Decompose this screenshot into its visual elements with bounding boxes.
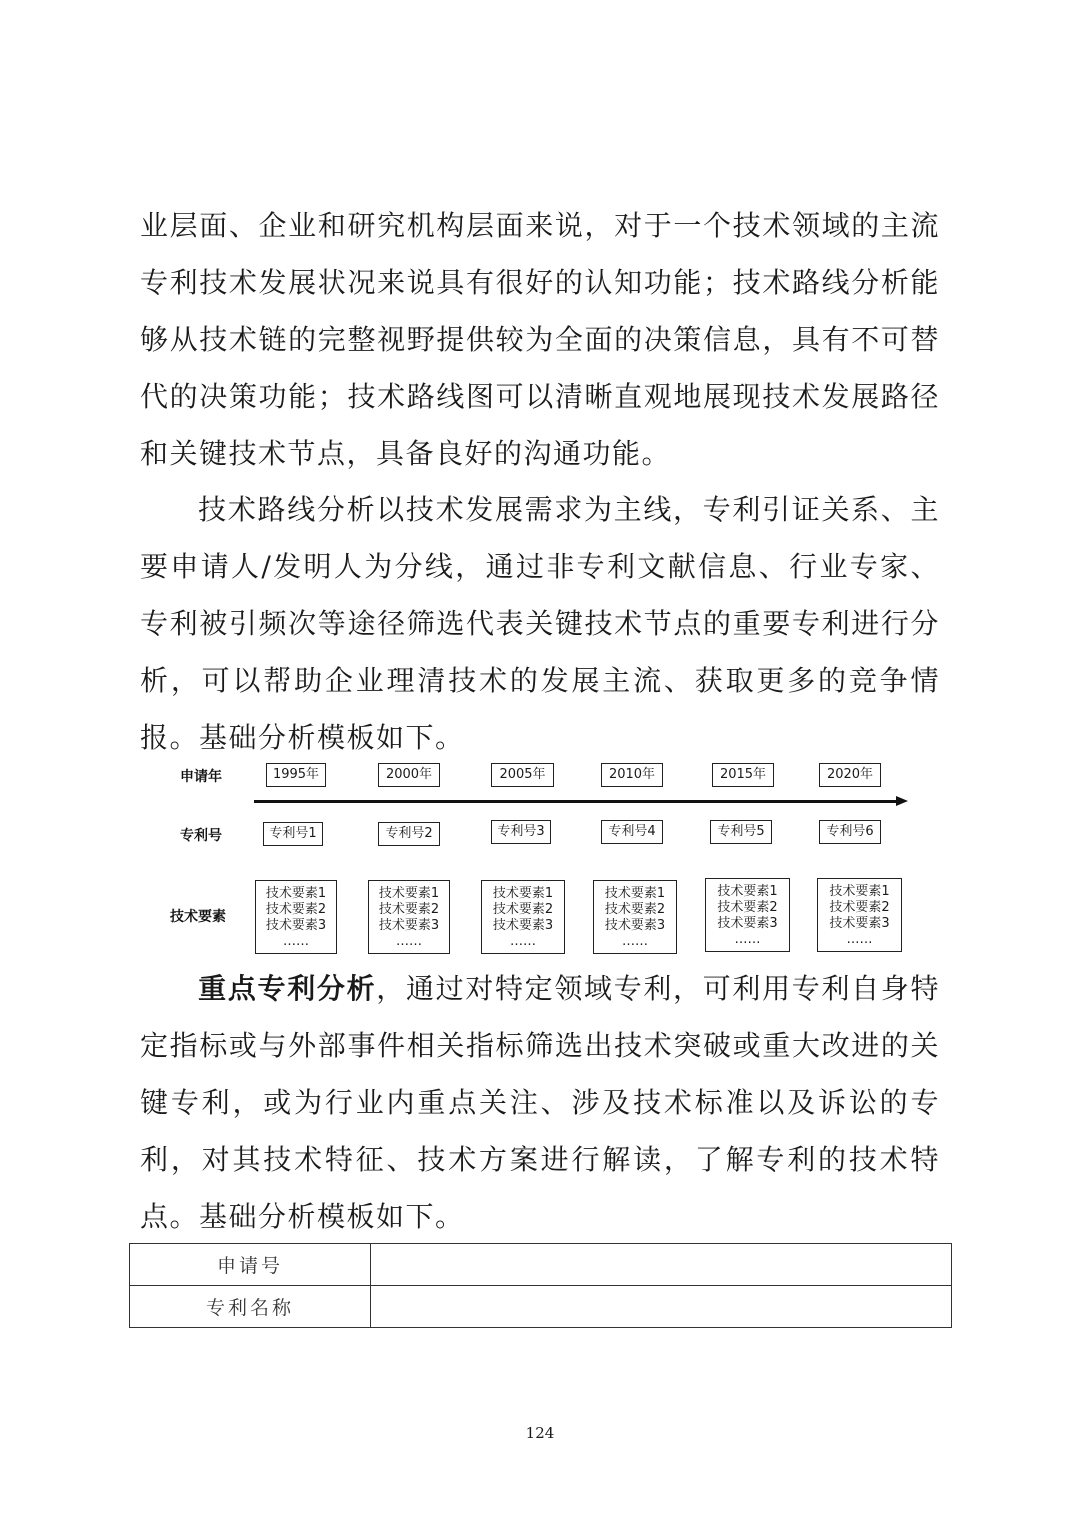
element-item: 技术要素1: [829, 884, 890, 899]
paragraph-2: [140, 481, 940, 766]
element-item: ……: [734, 932, 761, 947]
element-item: ……: [510, 934, 536, 949]
table-value: [371, 1286, 952, 1328]
timeline-axis: [254, 800, 899, 803]
row-label-elements: 技术要素: [170, 909, 226, 925]
element-item: ……: [846, 932, 873, 947]
element-item: 技术要素2: [829, 900, 890, 915]
element-item: ……: [622, 934, 648, 949]
element-item: 技术要素2: [717, 900, 778, 915]
patent-box-2: 专利号2: [378, 822, 440, 846]
element-item: 技术要素2: [378, 902, 440, 917]
row-label-patent: 专利号: [180, 828, 222, 844]
element-item: 技术要素3: [378, 918, 440, 933]
element-item: 技术要素3: [604, 918, 666, 933]
year-box-3: 2005年: [491, 763, 554, 787]
elements-box-2: [368, 880, 450, 954]
row-label-year: 申请年: [180, 769, 222, 785]
table-value: [371, 1244, 952, 1286]
year-box-5: 2015年: [712, 763, 774, 787]
element-item: 技术要素3: [829, 916, 890, 931]
table-row: [130, 1244, 952, 1286]
elements-box-1: [255, 880, 337, 954]
timeline-arrowhead: [896, 796, 908, 806]
element-item: 技术要素1: [717, 884, 778, 899]
element-item: 技术要素3: [717, 916, 778, 931]
patent-box-1: 专利号1: [263, 822, 323, 846]
element-item: 技术要素2: [604, 902, 666, 917]
patent-box-3: 专利号3: [491, 820, 551, 844]
elements-box-3: [481, 880, 565, 954]
elements-box-5: [705, 878, 790, 952]
element-item: 技术要素2: [265, 902, 327, 917]
year-box-2: 2000年: [378, 763, 440, 787]
element-item: 技术要素3: [265, 918, 327, 933]
paragraph-3: [140, 960, 940, 1245]
element-item: 技术要素2: [492, 902, 554, 917]
year-box-1: 1995年: [266, 763, 326, 787]
year-box-6: 2020年: [819, 763, 881, 787]
key-patent-table: [129, 1243, 952, 1328]
element-item: 技术要素1: [604, 886, 666, 901]
element-item: 技术要素1: [492, 886, 554, 901]
page-number: 124: [525, 1424, 555, 1442]
paragraph-2-text: 技术路线分析以技术发展需求为主线，专利引证关系、主要申请人/发明人为分线，通过非专利文献信息、行业专家、专利被引频次等途径筛选代表关键技术节点的重要专利进行分析，可以帮助企业理清技术的发展主流、获取更多的竞争情报。基础分析模板如下。: [140, 493, 940, 754]
table-label: 申请号: [130, 1244, 371, 1286]
paragraph-1: 业层面、企业和研究机构层面来说，对于一个技术领域的主流专利技术发展状况来说具有很好的认知功能；技术路线分析能够从技术链的完整视野提供较为全面的决策信息，具有不可替代的决策功能；技术路线图可以清晰直观地展现技术发展路径和关键技术节点，具备良好的沟通功能。: [140, 209, 940, 470]
patent-box-4: 专利号4: [601, 820, 663, 844]
year-box-4: 2010年: [601, 763, 663, 787]
element-item: 技术要素3: [492, 918, 554, 933]
elements-box-6: [817, 878, 902, 952]
patent-box-5: 专利号5: [710, 820, 772, 844]
paragraph-3-heading: 重点专利分析: [198, 972, 377, 1005]
table-row: [130, 1286, 952, 1328]
element-item: 技术要素1: [378, 886, 440, 901]
paragraph-3-text: ，通过对特定领域专利，可利用专利自身特定指标或与外部事件相关指标筛选出技术突破或重大改进的关键专利，或为行业内重点关注、涉及技术标准以及诉讼的专利，对其技术特征、技术方案进行解读，了解专利的技术特点。基础分析模板如下。: [140, 972, 940, 1233]
element-item: 技术要素1: [265, 886, 327, 901]
element-item: ……: [283, 934, 309, 949]
element-item: ……: [396, 934, 422, 949]
patent-box-6: 专利号6: [819, 820, 881, 844]
elements-box-4: [593, 880, 677, 954]
table-label: 专利名称: [130, 1286, 371, 1328]
